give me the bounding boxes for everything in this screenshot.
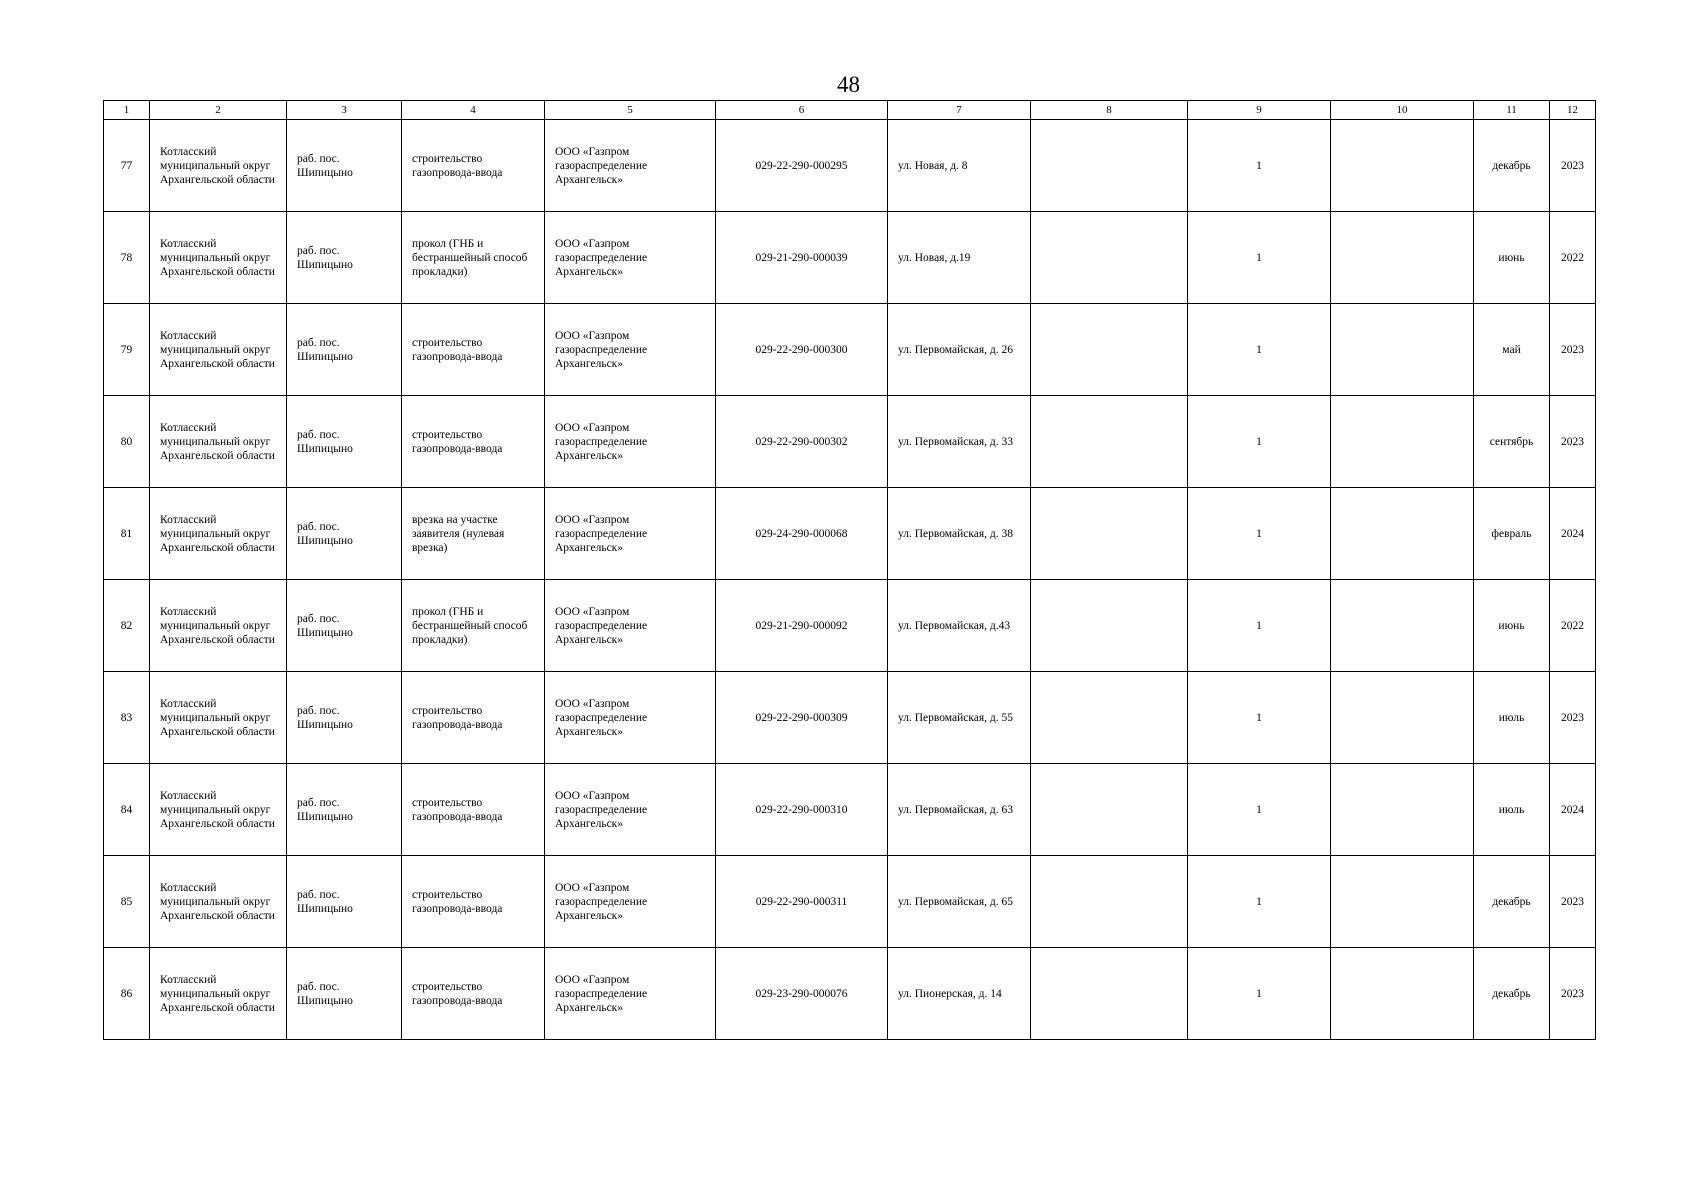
address-cell: ул. Новая, д.19 bbox=[888, 212, 1031, 304]
month-cell: сентябрь bbox=[1474, 396, 1550, 488]
code-cell: 029-23-290-000076 bbox=[716, 948, 888, 1040]
district-cell: Котласский муниципальный округ Архангельской области bbox=[150, 212, 287, 304]
code-cell: 029-22-290-000295 bbox=[716, 120, 888, 212]
column-header: 4 bbox=[402, 101, 545, 120]
column-8-cell bbox=[1031, 212, 1188, 304]
quantity-cell: 1 bbox=[1188, 304, 1331, 396]
column-10-cell bbox=[1331, 948, 1474, 1040]
column-8-cell bbox=[1031, 580, 1188, 672]
column-8-cell bbox=[1031, 304, 1188, 396]
quantity-cell: 1 bbox=[1188, 580, 1331, 672]
organization-cell: ООО «Газпром газораспределение Архангельск» bbox=[545, 856, 716, 948]
code-cell: 029-22-290-000300 bbox=[716, 304, 888, 396]
row-number-cell: 80 bbox=[104, 396, 150, 488]
year-cell: 2023 bbox=[1550, 672, 1596, 764]
quantity-cell: 1 bbox=[1188, 764, 1331, 856]
district-cell: Котласский муниципальный округ Архангельской области bbox=[150, 396, 287, 488]
year-cell: 2023 bbox=[1550, 120, 1596, 212]
month-cell: декабрь bbox=[1474, 120, 1550, 212]
district-cell: Котласский муниципальный округ Архангельской области bbox=[150, 856, 287, 948]
address-cell: ул. Пионерская, д. 14 bbox=[888, 948, 1031, 1040]
work-type-cell: прокол (ГНБ и бестраншейный способ прокладки) bbox=[402, 580, 545, 672]
address-cell: ул. Первомайская, д. 38 bbox=[888, 488, 1031, 580]
row-number-cell: 85 bbox=[104, 856, 150, 948]
table-row bbox=[104, 212, 1596, 304]
month-cell: февраль bbox=[1474, 488, 1550, 580]
register-table bbox=[103, 100, 1596, 1040]
table-row bbox=[104, 488, 1596, 580]
row-number-cell: 81 bbox=[104, 488, 150, 580]
district-cell: Котласский муниципальный округ Архангельской области bbox=[150, 672, 287, 764]
table-row bbox=[104, 856, 1596, 948]
column-10-cell bbox=[1331, 580, 1474, 672]
column-header: 9 bbox=[1188, 101, 1331, 120]
locality-cell: раб. пос. Шипицыно bbox=[287, 948, 402, 1040]
code-cell: 029-22-290-000309 bbox=[716, 672, 888, 764]
address-cell: ул. Первомайская, д.43 bbox=[888, 580, 1031, 672]
year-cell: 2023 bbox=[1550, 948, 1596, 1040]
month-cell: июль bbox=[1474, 764, 1550, 856]
work-type-cell: строительство газопровода-ввода bbox=[402, 856, 545, 948]
quantity-cell: 1 bbox=[1188, 212, 1331, 304]
quantity-cell: 1 bbox=[1188, 856, 1331, 948]
code-cell: 029-22-290-000310 bbox=[716, 764, 888, 856]
locality-cell: раб. пос. Шипицыно bbox=[287, 488, 402, 580]
locality-cell: раб. пос. Шипицыно bbox=[287, 672, 402, 764]
row-number-cell: 82 bbox=[104, 580, 150, 672]
organization-cell: ООО «Газпром газораспределение Архангельск» bbox=[545, 212, 716, 304]
column-8-cell bbox=[1031, 856, 1188, 948]
work-type-cell: врезка на участке заявителя (нулевая врезка) bbox=[402, 488, 545, 580]
code-cell: 029-22-290-000302 bbox=[716, 396, 888, 488]
address-cell: ул. Первомайская, д. 33 bbox=[888, 396, 1031, 488]
column-10-cell bbox=[1331, 856, 1474, 948]
column-header: 5 bbox=[545, 101, 716, 120]
address-cell: ул. Первомайская, д. 65 bbox=[888, 856, 1031, 948]
column-10-cell bbox=[1331, 764, 1474, 856]
month-cell: декабрь bbox=[1474, 856, 1550, 948]
address-cell: ул. Новая, д. 8 bbox=[888, 120, 1031, 212]
year-cell: 2024 bbox=[1550, 488, 1596, 580]
row-number-cell: 86 bbox=[104, 948, 150, 1040]
table-row bbox=[104, 120, 1596, 212]
column-8-cell bbox=[1031, 120, 1188, 212]
organization-cell: ООО «Газпром газораспределение Архангельск» bbox=[545, 580, 716, 672]
locality-cell: раб. пос. Шипицыно bbox=[287, 856, 402, 948]
work-type-cell: строительство газопровода-ввода bbox=[402, 672, 545, 764]
work-type-cell: строительство газопровода-ввода bbox=[402, 764, 545, 856]
work-type-cell: строительство газопровода-ввода bbox=[402, 304, 545, 396]
month-cell: июнь bbox=[1474, 212, 1550, 304]
district-cell: Котласский муниципальный округ Архангельской области bbox=[150, 488, 287, 580]
column-10-cell bbox=[1331, 120, 1474, 212]
year-cell: 2023 bbox=[1550, 396, 1596, 488]
column-header: 3 bbox=[287, 101, 402, 120]
column-10-cell bbox=[1331, 212, 1474, 304]
column-header: 1 bbox=[104, 101, 150, 120]
column-header: 2 bbox=[150, 101, 287, 120]
organization-cell: ООО «Газпром газораспределение Архангельск» bbox=[545, 396, 716, 488]
column-10-cell bbox=[1331, 672, 1474, 764]
organization-cell: ООО «Газпром газораспределение Архангельск» bbox=[545, 488, 716, 580]
year-cell: 2022 bbox=[1550, 212, 1596, 304]
code-cell: 029-22-290-000311 bbox=[716, 856, 888, 948]
quantity-cell: 1 bbox=[1188, 396, 1331, 488]
column-8-cell bbox=[1031, 396, 1188, 488]
district-cell: Котласский муниципальный округ Архангельской области bbox=[150, 120, 287, 212]
month-cell: декабрь bbox=[1474, 948, 1550, 1040]
work-type-cell: строительство газопровода-ввода bbox=[402, 120, 545, 212]
table-row bbox=[104, 948, 1596, 1040]
column-8-cell bbox=[1031, 948, 1188, 1040]
locality-cell: раб. пос. Шипицыно bbox=[287, 212, 402, 304]
organization-cell: ООО «Газпром газораспределение Архангельск» bbox=[545, 764, 716, 856]
locality-cell: раб. пос. Шипицыно bbox=[287, 764, 402, 856]
table-row bbox=[104, 764, 1596, 856]
table-row bbox=[104, 396, 1596, 488]
district-cell: Котласский муниципальный округ Архангельской области bbox=[150, 580, 287, 672]
quantity-cell: 1 bbox=[1188, 948, 1331, 1040]
work-type-cell: строительство газопровода-ввода bbox=[402, 396, 545, 488]
month-cell: июнь bbox=[1474, 580, 1550, 672]
column-10-cell bbox=[1331, 304, 1474, 396]
organization-cell: ООО «Газпром газораспределение Архангельск» bbox=[545, 672, 716, 764]
locality-cell: раб. пос. Шипицыно bbox=[287, 120, 402, 212]
column-header: 8 bbox=[1031, 101, 1188, 120]
district-cell: Котласский муниципальный округ Архангельской области bbox=[150, 304, 287, 396]
month-cell: июль bbox=[1474, 672, 1550, 764]
page-number: 48 bbox=[837, 72, 860, 97]
address-cell: ул. Первомайская, д. 55 bbox=[888, 672, 1031, 764]
table-row bbox=[104, 672, 1596, 764]
quantity-cell: 1 bbox=[1188, 120, 1331, 212]
row-number-cell: 78 bbox=[104, 212, 150, 304]
year-cell: 2023 bbox=[1550, 856, 1596, 948]
table-row bbox=[104, 580, 1596, 672]
work-type-cell: прокол (ГНБ и бестраншейный способ прокладки) bbox=[402, 212, 545, 304]
locality-cell: раб. пос. Шипицыно bbox=[287, 304, 402, 396]
year-cell: 2024 bbox=[1550, 764, 1596, 856]
row-number-cell: 77 bbox=[104, 120, 150, 212]
row-number-cell: 83 bbox=[104, 672, 150, 764]
column-8-cell bbox=[1031, 672, 1188, 764]
locality-cell: раб. пос. Шипицыно bbox=[287, 580, 402, 672]
code-cell: 029-24-290-000068 bbox=[716, 488, 888, 580]
column-header: 10 bbox=[1331, 101, 1474, 120]
month-cell: май bbox=[1474, 304, 1550, 396]
quantity-cell: 1 bbox=[1188, 488, 1331, 580]
work-type-cell: строительство газопровода-ввода bbox=[402, 948, 545, 1040]
district-cell: Котласский муниципальный округ Архангельской области bbox=[150, 948, 287, 1040]
organization-cell: ООО «Газпром газораспределение Архангельск» bbox=[545, 948, 716, 1040]
column-header: 7 bbox=[888, 101, 1031, 120]
column-header: 11 bbox=[1474, 101, 1550, 120]
table-row bbox=[104, 304, 1596, 396]
code-cell: 029-21-290-000039 bbox=[716, 212, 888, 304]
organization-cell: ООО «Газпром газораспределение Архангельск» bbox=[545, 304, 716, 396]
locality-cell: раб. пос. Шипицыно bbox=[287, 396, 402, 488]
column-10-cell bbox=[1331, 396, 1474, 488]
row-number-cell: 79 bbox=[104, 304, 150, 396]
column-header: 6 bbox=[716, 101, 888, 120]
column-8-cell bbox=[1031, 488, 1188, 580]
district-cell: Котласский муниципальный округ Архангельской области bbox=[150, 764, 287, 856]
year-cell: 2023 bbox=[1550, 304, 1596, 396]
address-cell: ул. Первомайская, д. 63 bbox=[888, 764, 1031, 856]
address-cell: ул. Первомайская, д. 26 bbox=[888, 304, 1031, 396]
column-8-cell bbox=[1031, 764, 1188, 856]
organization-cell: ООО «Газпром газораспределение Архангельск» bbox=[545, 120, 716, 212]
row-number-cell: 84 bbox=[104, 764, 150, 856]
table-body bbox=[104, 120, 1596, 1040]
quantity-cell: 1 bbox=[1188, 672, 1331, 764]
column-header: 12 bbox=[1550, 101, 1596, 120]
column-number-row bbox=[104, 101, 1596, 120]
year-cell: 2022 bbox=[1550, 580, 1596, 672]
code-cell: 029-21-290-000092 bbox=[716, 580, 888, 672]
column-10-cell bbox=[1331, 488, 1474, 580]
